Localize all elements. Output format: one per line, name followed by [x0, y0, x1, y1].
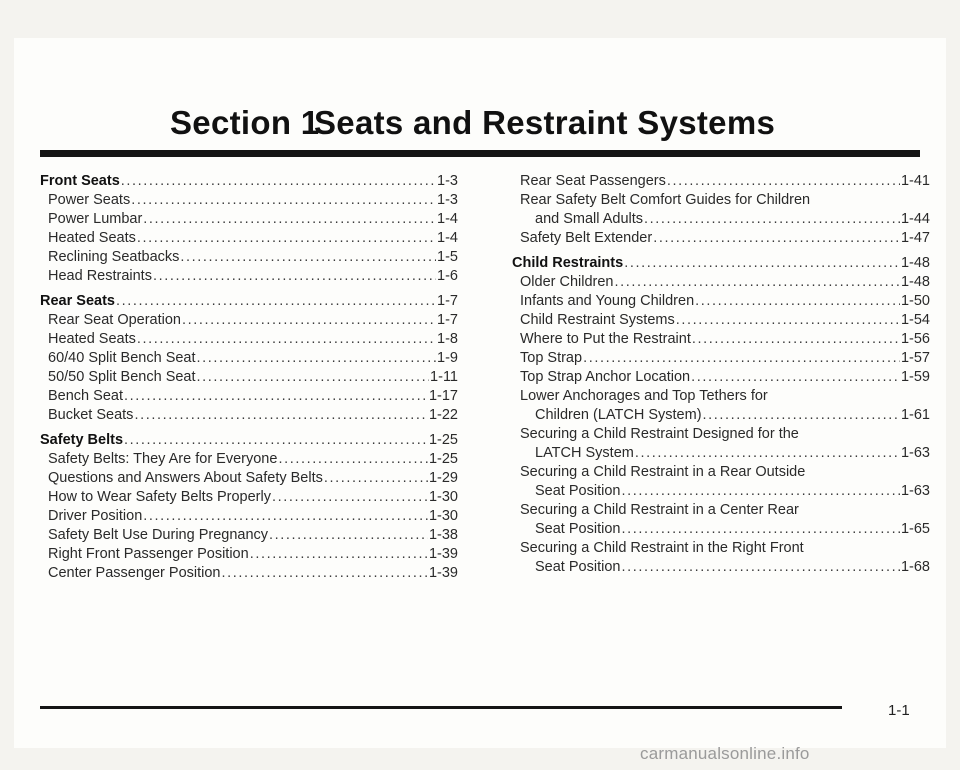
toc-entry-label: LATCH System [535, 445, 634, 461]
toc-entry-label: and Small Adults [535, 211, 644, 227]
toc-entry-label: Rear Seat Passengers [520, 173, 666, 189]
toc-entry-label: Bucket Seats [48, 407, 134, 423]
toc-page-number: 1-39 [428, 565, 458, 581]
toc-entry-label: Driver Position [48, 508, 143, 524]
toc-entry-label: Securing a Child Restraint in a Rear Outside [520, 464, 806, 480]
watermark: carmanualsonline.info [640, 744, 810, 763]
toc-page-number: 1-9 [437, 350, 458, 366]
toc-entry[interactable] [40, 330, 458, 349]
toc-entry[interactable] [512, 292, 930, 311]
toc-entry-label: Child Restraint Systems [520, 312, 675, 328]
footer-rule [40, 706, 842, 709]
toc-entry[interactable] [512, 406, 930, 425]
toc-page-number: 1-65 [900, 521, 930, 537]
toc-entry[interactable] [40, 311, 458, 330]
toc-page-number: 1-4 [437, 230, 458, 246]
toc-entry-label: Seat Position [535, 521, 621, 537]
toc-heading[interactable] [40, 431, 458, 450]
toc-entry[interactable] [512, 172, 930, 191]
toc-entry-label: Child Restraints [512, 255, 624, 271]
toc-entry-label: How to Wear Safety Belts Properly [48, 489, 271, 505]
dot-leader [676, 311, 900, 330]
section-name: Seats and Restraint Systems [314, 104, 776, 141]
toc-entry-label: Top Strap Anchor Location [520, 369, 691, 385]
dot-leader [621, 482, 900, 501]
dot-leader [667, 172, 900, 191]
page-number: 1-1 [888, 702, 910, 719]
toc-page-number: 1-25 [428, 432, 458, 448]
toc-entry[interactable] [512, 229, 930, 248]
toc-entry[interactable] [512, 425, 930, 444]
toc-page-number: 1-3 [437, 173, 458, 189]
dot-leader [143, 507, 428, 526]
dot-leader [137, 330, 436, 349]
toc-entry-label: Heated Seats [48, 230, 136, 246]
dot-leader [624, 254, 900, 273]
toc-page-number: 1-11 [430, 369, 458, 385]
dot-leader [695, 292, 900, 311]
toc-entry[interactable] [40, 545, 458, 564]
toc-page-number: 1-47 [900, 230, 930, 246]
toc-entry[interactable] [40, 469, 458, 488]
toc-entry-label: Safety Belt Use During Pregnancy [48, 527, 269, 543]
toc-entry[interactable] [40, 210, 458, 229]
toc-page-number: 1-22 [428, 407, 458, 423]
toc-entry[interactable] [512, 191, 930, 210]
title-rule [40, 150, 920, 157]
toc-page-number: 1-48 [900, 274, 930, 290]
dot-leader [278, 450, 428, 469]
toc-entry-label: Top Strap [520, 350, 583, 366]
dot-leader [691, 368, 900, 387]
toc-entry[interactable] [40, 406, 458, 425]
toc-entry-label: Center Passenger Position [48, 565, 221, 581]
toc-entry-label: Power Seats [48, 192, 131, 208]
toc-page-number: 1-6 [437, 268, 458, 284]
dot-leader [269, 526, 428, 545]
toc-entry-label: Rear Seats [40, 293, 115, 309]
toc-page-number: 1-5 [437, 249, 458, 265]
toc-entry[interactable] [512, 349, 930, 368]
toc-entry-label: 60/40 Split Bench Seat [48, 350, 196, 366]
toc-entry-label: Front Seats [40, 173, 120, 189]
toc-entry-label: Infants and Young Children [520, 293, 695, 309]
toc-entry-label: Securing a Child Restraint Designed for the [520, 426, 799, 442]
toc-entry[interactable] [512, 368, 930, 387]
dot-leader [621, 558, 900, 577]
dot-leader [324, 469, 428, 488]
toc-entry[interactable] [40, 349, 458, 368]
toc-page-number: 1-48 [900, 255, 930, 271]
toc-entry[interactable] [512, 444, 930, 463]
toc-page-number: 1-63 [900, 445, 930, 461]
toc-entry[interactable] [40, 191, 458, 210]
toc-entry-label: Rear Seat Operation [48, 312, 181, 328]
dot-leader [692, 330, 900, 349]
dot-leader [137, 229, 436, 248]
toc-page-number: 1-63 [900, 483, 930, 499]
toc-entry-label: Head Restraints [48, 268, 152, 284]
toc-page-number: 1-17 [428, 388, 458, 404]
dot-leader [124, 431, 428, 450]
toc-entry-label: Right Front Passenger Position [48, 546, 249, 562]
toc-entry-label: Bench Seat [48, 388, 123, 404]
dot-leader [621, 520, 900, 539]
toc-entry[interactable] [512, 273, 930, 292]
toc-entry[interactable] [512, 387, 930, 406]
toc-entry-label: Heated Seats [48, 331, 136, 347]
dot-leader [222, 564, 428, 583]
toc-entry-label: Seat Position [535, 559, 621, 575]
toc-entry-label: Rear Safety Belt Comfort Guides for Children [520, 192, 811, 208]
dot-leader [653, 229, 900, 248]
dot-leader [250, 545, 428, 564]
toc-entry-label: Seat Position [535, 483, 621, 499]
toc-page-number: 1-68 [900, 559, 930, 575]
toc-entry-label: 50/50 Split Bench Seat [48, 369, 196, 385]
toc-entry-label: Power Lumbar [48, 211, 143, 227]
toc-page-number: 1-59 [900, 369, 930, 385]
toc-page-number: 1-30 [428, 508, 458, 524]
toc-entry-label: Older Children [520, 274, 614, 290]
toc-page-number: 1-50 [900, 293, 930, 309]
toc-heading[interactable] [40, 292, 458, 311]
dot-leader [197, 368, 430, 387]
toc-entry-label: Securing a Child Restraint in the Right Front [520, 540, 804, 556]
toc-entry[interactable] [40, 267, 458, 286]
dot-leader [635, 444, 900, 463]
toc-page-number: 1-4 [437, 211, 458, 227]
toc-page-number: 1-38 [428, 527, 458, 543]
toc-entry-label: Where to Put the Restraint [520, 331, 691, 347]
dot-leader [615, 273, 900, 292]
toc-page-number: 1-56 [900, 331, 930, 347]
toc-entry-label: Questions and Answers About Safety Belts [48, 470, 323, 486]
toc-left-column [40, 172, 458, 583]
toc-page-number: 1-7 [437, 312, 458, 328]
dot-leader [143, 210, 436, 229]
toc-entry[interactable] [512, 330, 930, 349]
toc-entry[interactable] [512, 463, 930, 482]
toc-entry[interactable] [512, 501, 930, 520]
dot-leader [197, 349, 437, 368]
toc-page-number: 1-25 [428, 451, 458, 467]
dot-leader [134, 406, 428, 425]
toc-entry-label: Children (LATCH System) [535, 407, 702, 423]
toc-entry-label: Securing a Child Restraint in a Center Rear [520, 502, 799, 518]
dot-leader [153, 267, 436, 286]
toc-entry-label: Safety Belts: They Are for Everyone [48, 451, 278, 467]
toc-page-number: 1-57 [900, 350, 930, 366]
toc-entry[interactable] [512, 539, 930, 558]
toc-entry[interactable] [40, 526, 458, 545]
toc-page-number: 1-41 [900, 173, 930, 189]
toc-page-number: 1-29 [428, 470, 458, 486]
toc-entry[interactable] [40, 387, 458, 406]
dot-leader [583, 349, 900, 368]
toc-entry[interactable] [40, 488, 458, 507]
toc-page-number: 1-61 [900, 407, 930, 423]
toc-page-number: 1-30 [428, 489, 458, 505]
toc-entry-label: Safety Belt Extender [520, 230, 653, 246]
toc-page-number: 1-3 [437, 192, 458, 208]
toc-page-number: 1-54 [900, 312, 930, 328]
section-title [170, 104, 810, 148]
toc-entry-label: Lower Anchorages and Top Tethers for [520, 388, 768, 404]
toc-right-column [512, 172, 930, 577]
toc-page-number: 1-7 [437, 293, 458, 309]
toc-entry[interactable] [40, 229, 458, 248]
toc-entry[interactable] [512, 311, 930, 330]
toc-entry[interactable] [40, 507, 458, 526]
dot-leader [180, 248, 436, 267]
dot-leader [703, 406, 900, 425]
toc-entry[interactable] [40, 450, 458, 469]
dot-leader [124, 387, 428, 406]
toc-entry[interactable] [512, 482, 930, 501]
dot-leader [121, 172, 436, 191]
toc-entry[interactable] [512, 558, 930, 577]
toc-entry[interactable] [512, 520, 930, 539]
toc-page-number: 1-44 [900, 211, 930, 227]
dot-leader [644, 210, 900, 229]
toc-heading[interactable] [40, 172, 458, 191]
dot-leader [272, 488, 428, 507]
toc-heading[interactable] [512, 254, 930, 273]
toc-entry[interactable] [512, 210, 930, 229]
toc-entry[interactable] [40, 368, 458, 387]
toc-page-number: 1-8 [437, 331, 458, 347]
toc-entry-label: Reclining Seatbacks [48, 249, 180, 265]
toc-page-number: 1-39 [428, 546, 458, 562]
dot-leader [131, 191, 436, 210]
toc-entry-label: Safety Belts [40, 432, 124, 448]
section-number: Section 1 [170, 104, 320, 141]
toc-entry[interactable] [40, 248, 458, 267]
dot-leader [182, 311, 436, 330]
toc-entry[interactable] [40, 564, 458, 583]
dot-leader [116, 292, 436, 311]
